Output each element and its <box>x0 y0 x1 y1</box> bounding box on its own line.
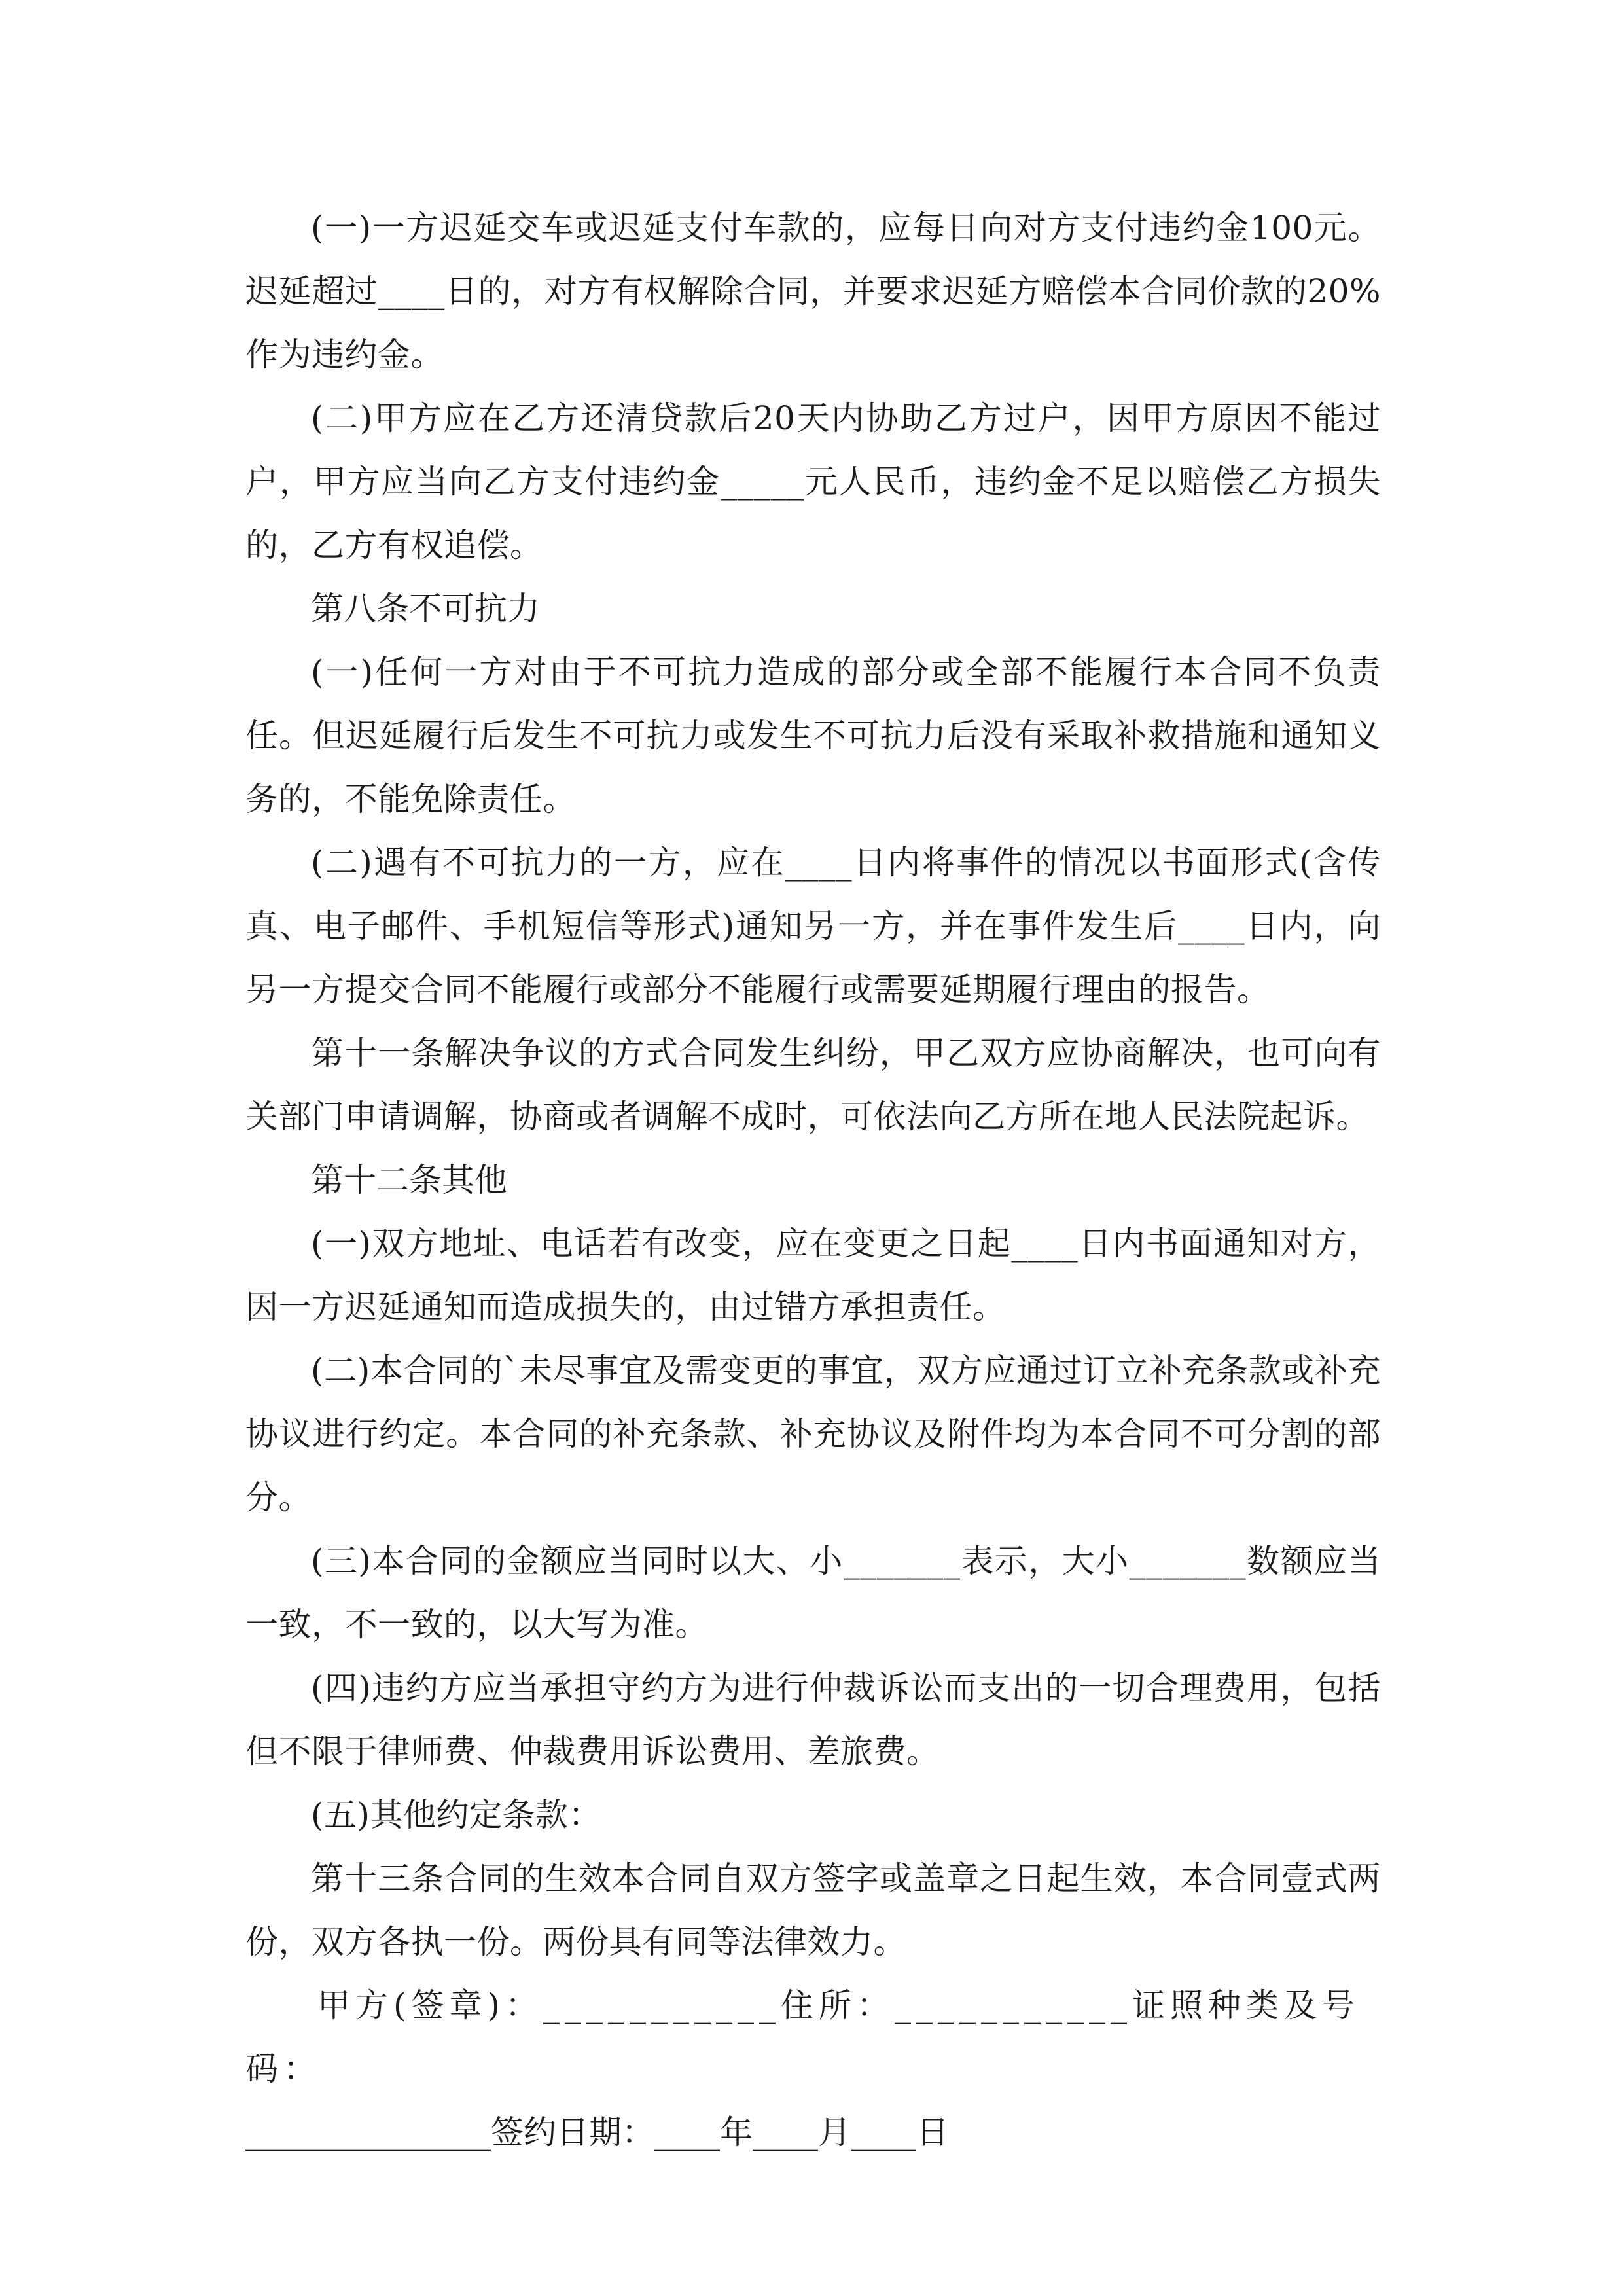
article-13-effectiveness: 第十三条合同的生效本合同自双方签字或盖章之日起生效，本合同壹式两份，双方各执一份。两份具有同等法律效力。 <box>245 1859 1381 1961</box>
article-8-heading: 第八条不可抗力 <box>311 590 540 628</box>
article-11-dispute: 第十一条解决争议的方式合同发生纠纷，甲乙双方应协商解决，也可向有关部门申请调解，协商或者调解不成时，可依法向乙方所在地人民法院起诉。 <box>245 1034 1381 1136</box>
signature-line-date: _______________签约日期：____年____月____日 <box>245 2113 949 2151</box>
clause-force-majeure-1: (一)任何一方对由于不可抗力造成的部分或全部不能履行本合同不负责任。但迟延履行后发生不可抗力或发生不可抗力后没有采取补救措施和通知义务的，不能免除责任。 <box>245 653 1381 818</box>
signature-line-party-a: 甲方(签章)：___________住所：___________证照种类及号码： <box>245 1986 1361 2088</box>
contract-body <box>245 196 1381 2164</box>
clause-other-5: (五)其他约定条款： <box>311 1796 602 1834</box>
article-12-heading: 第十二条其他 <box>311 1161 507 1199</box>
clause-delay-penalty: (一)一方迟延交车或迟延支付车款的，应每日向对方支付违约金100元。迟延超过____日的，对方有权解除合同，并要求迟延方赔偿本合同价款的20%作为违约金。 <box>245 209 1381 374</box>
clause-transfer-penalty: (二)甲方应在乙方还清贷款后20天内协助乙方过户，因甲方原因不能过户，甲方应当向乙方支付违约金_____元人民币，违约金不足以赔偿乙方损失的，乙方有权追偿。 <box>245 399 1381 564</box>
clause-other-2: (二)本合同的`未尽事宜及需变更的事宜，双方应通过订立补充条款或补充协议进行约定。本合同的补充条款、补充协议及附件均为本合同不可分割的部分。 <box>245 1352 1381 1516</box>
clause-other-1: (一)双方地址、电话若有改变，应在变更之日起____日内书面通知对方，因一方迟延通知而造成损失的，由过错方承担责任。 <box>245 1225 1381 1326</box>
clause-force-majeure-2: (二)遇有不可抗力的一方，应在____日内将事件的情况以书面形式(含传真、电子邮件、手机短信等形式)通知另一方，并在事件发生后____日内，向另一方提交合同不能履行或部分不能履行或需要延期履行理由的报告。 <box>245 844 1381 1009</box>
clause-other-3: (三)本合同的金额应当同时以大、小_______表示，大小_______数额应当一致，不一致的，以大写为准。 <box>245 1542 1381 1643</box>
clause-other-4: (四)违约方应当承担守约方为进行仲裁诉讼而支出的一切合理费用，包括但不限于律师费、仲裁费用诉讼费用、差旅费。 <box>245 1669 1381 1770</box>
